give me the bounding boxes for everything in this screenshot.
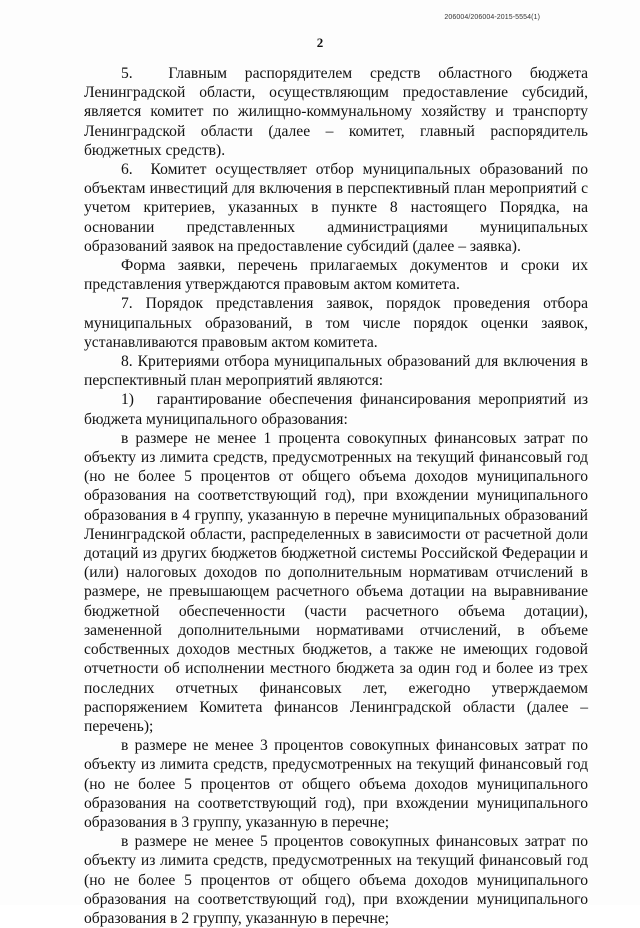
page-number: 2	[316, 35, 324, 50]
criterion-1-financing: 1) гарантирование обеспечения финансирования мероприятий из бюджета муниципального образования:	[84, 391, 588, 428]
paragraph-8-criteria: 8. Критериями отбора муниципальных образований для включения в перспективный план мероприятий являются:	[84, 353, 588, 390]
paragraph-5-chief-administrator: 5. Главным распорядителем средств областного бюджета Ленинградской области, осуществляющим предоставление субсидий, является комитет по жилищно-коммунальному хозяйству и транспорту Ленинградской области (далее – комитет, главный распорядитель бюджетных средств).	[84, 65, 588, 159]
criterion-group-2: в размере не менее 5 процентов совокупных финансовых затрат по объекту из лимита средств, предусмотренных на текущий финансовый год (но не более 5 процентов от общего объема доходов муниципального образования на соответствующий год), при вхождении муниципального образования в 2 группу, указанную в перечне;	[84, 833, 588, 927]
paragraph-7-procedure: 7. Порядок представления заявок, порядок проведения отбора муниципальных образований, в том числе порядок оценки заявок, устанавливаются правовым актом комитета.	[84, 295, 588, 351]
criterion-group-3: в размере не менее 3 процентов совокупных финансовых затрат по объекту из лимита средств, предусмотренных на текущий финансовый год (но не более 5 процентов от общего объема доходов муниципального образования на соответствующий год), при вхождении муниципального образования в 3 группу, указанную в перечне;	[84, 737, 588, 831]
document-body	[84, 64, 588, 928]
document-id: 206004/206004-2015-5554(1)	[444, 14, 540, 21]
paragraph-application-form: Форма заявки, перечень прилагаемых документов и сроки их представления утверждаются правовым актом комитета.	[84, 257, 588, 294]
paragraph-6-selection: 6. Комитет осуществляет отбор муниципальных образований по объектам инвестиций для включения в перспективный план мероприятий с учетом критериев, указанных в пункте 8 настоящего Порядка, на основании представленных администрациями муниципальных образований заявок на предоставление субсидий (далее – заявка).	[84, 161, 588, 255]
criterion-group-4: в размере не менее 1 процента совокупных финансовых затрат по объекту из лимита средств, предусмотренных на текущий финансовый год (но не более 5 процентов от общего объема доходов муниципального образования на соответствующий год), при вхождении муниципального образования в 4 группу, указанную в перечне муниципальных образований Ленинградской области, распределенных в зависимости от расчетной доли дотаций из других бюджетов бюджетной системы Российской Федерации и (или) налоговых доходов по дополнительным нормативам отчислений в размере, не превышающем расчетного объема дотации на выравнивание бюджетной обеспеченности (части расчетного объема дотации), замененной дополнительными нормативами отчислений, в объеме собственных доходов местных бюджетов, а также не имеющих годовой отчетности об исполнении местного бюджета за один год и более из трех последних отчетных финансовых лет, ежегодно утверждаемом распоряжением Комитета финансов Ленинградской области (далее – перечень);	[84, 429, 588, 735]
